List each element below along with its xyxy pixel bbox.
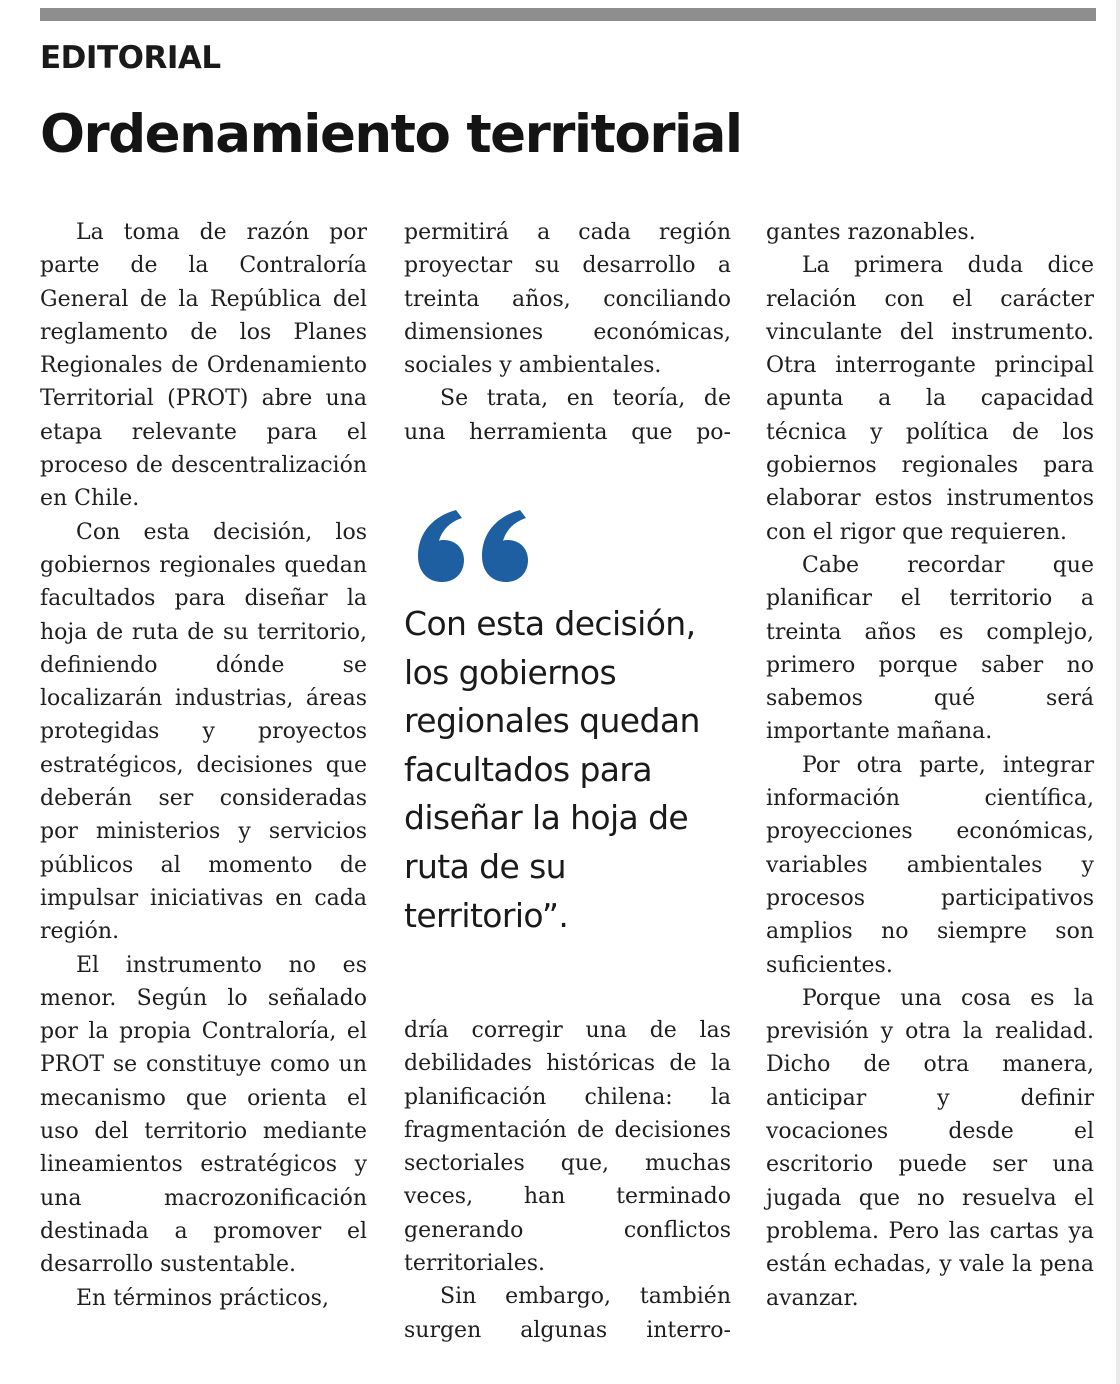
headline: Ordenamiento territorial	[40, 104, 742, 165]
top-rule	[40, 8, 1096, 21]
column-1	[40, 216, 367, 1315]
paragraph: Porque una cosa es la previsión y otra la realidad. Dicho de otra manera, anticipar y definir vocaciones desde el escritorio puede ser una jugada que no resuelva el problema. Pero las cartas ya están echadas, y vale la pena avanzar.	[766, 985, 1094, 1311]
column-2-top	[404, 216, 731, 449]
pull-quote: Con esta decisión, los gobiernos regionales quedan facultados para diseñar la hoja de ruta de su territorio”.	[404, 604, 700, 935]
paragraph: permitirá a cada región proyectar su desarrollo a treinta años, conciliando dimensiones económicas, sociales y ambientales.	[404, 220, 731, 379]
opening-double-quote-icon	[404, 470, 534, 600]
paragraph: La toma de razón por parte de la Contraloría General de la República del reglamento de los Planes Regionales de Ordenamiento Territorial (PROT) abre una etapa relevante para el proceso de descentralización en Chile.	[40, 220, 367, 512]
paragraph: Por otra parte, integrar información científica, proyecciones económicas, variables ambientales y procesos participativos amplios no siempre son suficientes.	[766, 752, 1094, 978]
paragraph: Se trata, en teoría, de una herramienta que po-	[404, 386, 731, 445]
page-edge	[1116, 0, 1120, 1384]
paragraph: El instrumento no es menor. Según lo señalado por la propia Contraloría, el PROT se constituye como un mecanismo que orienta el uso del territorio mediante lineamientos estratégicos y una macrozonificación destinada a promover el desarrollo sustentable.	[40, 952, 367, 1278]
paragraph: Con esta decisión, los gobiernos regionales quedan facultados para diseñar la hoja de ruta de su territorio, definiendo dónde se localizarán industrias, áreas protegidas y proyectos estratégicos, decisiones que deberán ser consideradas por ministerios y servicios públicos al momento de impulsar iniciativas en cada región.	[40, 519, 367, 945]
paragraph: gantes razonables.	[766, 220, 976, 245]
column-2-bottom	[404, 1014, 731, 1347]
paragraph: Sin embargo, también surgen algunas interro-	[404, 1284, 731, 1343]
paragraph: La primera duda dice relación con el carácter vinculante del instrumento. Otra interrogante principal apunta a la capacidad técnica y política de los gobiernos regionales para elaborar estos instrumentos con el rigor que requieren.	[766, 253, 1094, 545]
paragraph: dría corregir una de las debilidades históricas de la planificación chilena: la fragmentación de decisiones sectoriales que, muchas veces, han terminado generando conflictos territoriales.	[404, 1018, 731, 1277]
section-label: EDITORIAL	[40, 40, 221, 76]
paragraph: Cabe recordar que planificar el territorio a treinta años es complejo, primero porque saber no sabemos qué será importante mañana.	[766, 552, 1094, 745]
paragraph: En términos prácticos,	[76, 1285, 329, 1311]
column-3	[766, 216, 1094, 1315]
